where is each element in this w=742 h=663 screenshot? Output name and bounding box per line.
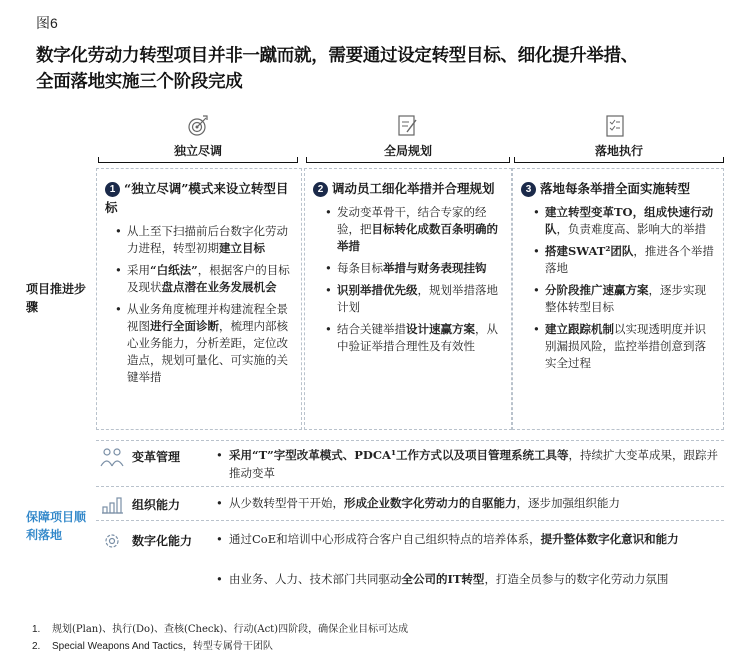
step-number-1: 1 [105, 182, 120, 197]
footnote-1: 1. 规划(Plan)、执行(Do)、查核(Check)、行动(Act)四阶段，确保企业目标可达成 [32, 624, 409, 635]
divider [96, 520, 724, 521]
footnote-2: 2. Special Weapons And Tactics，转型专属骨干团队 [32, 641, 273, 652]
support-text-change: • 采用“T”字型改革模式、PDCA¹工作方式以及项目管理系统工具等，持续扩大变革成果，跟踪并推动变革 [216, 448, 719, 480]
phase-title-3: 落地执行 [594, 144, 643, 158]
support-text-digital-1: • 通过CoE和培训中心形成符合客户自己组织特点的培养体系，提升整体数字化意识和能力 [216, 532, 679, 546]
phase-column-3 [512, 168, 724, 430]
phase-title-2: 全局规划 [383, 144, 432, 158]
figure-label: 图6 [36, 15, 58, 31]
list-item: • 每条目标举措与财务表现挂钩 [323, 260, 503, 277]
checklist-icon [604, 114, 626, 138]
page-title [36, 43, 716, 95]
plan-icon [396, 114, 418, 138]
growth-chart-icon [100, 493, 124, 515]
title-line-2: 全面落地实施三个阶段完成 [36, 72, 243, 92]
list-item: • 建立跟踪机制以实现透明度并识别漏损风险，监控举措创意到落实全过程 [531, 321, 715, 372]
list-item: • 搭建SWAT²团队，推进各个举措落地 [531, 243, 715, 277]
phase-bracket-1 [98, 162, 298, 163]
list-item: • 分阶段推广速赢方案，逐步实现整体转型目标 [531, 282, 715, 316]
support-name-org: 组织能力 [132, 498, 181, 512]
step-number-2: 2 [313, 182, 328, 197]
target-icon [187, 114, 209, 138]
title-line-1: 数字化劳动力转型项目并非一蹴而就，需要通过设定转型目标、细化提升举措、 [36, 46, 638, 66]
phase-column-2 [304, 168, 512, 430]
support-name-digital: 数字化能力 [132, 534, 193, 548]
phase-bracket-3 [514, 162, 724, 163]
phase-column-1 [96, 168, 302, 430]
support-text-org: • 从少数转型骨干开始，形成企业数字化劳动力的自驱能力，逐步加强组织能力 [216, 496, 620, 510]
row-label-support: 保障项目顺利落地 [26, 510, 87, 542]
phase-bracket-2 [306, 162, 510, 163]
people-icon [100, 446, 124, 468]
list-item: • 发动变革骨干，结合专家的经验，把目标转化成数百条明确的举措 [323, 204, 503, 255]
list-item: • 结合关键举措设计速赢方案，从中验证举措合理性及有效性 [323, 321, 503, 355]
list-item: • 从上至下扫描前后台数字化劳动力进程，转型初期建立目标 [113, 223, 293, 257]
list-item: • 识别举措优先级，规划举措落地计划 [323, 282, 503, 316]
support-text-digital-2: • 由业务、人力、技术部门共同驱动全公司的IT转型，打造全员参与的数字化劳动力氛围 [216, 572, 669, 586]
row-label-steps: 项目推进步骤 [26, 282, 87, 314]
gear-icon [100, 530, 124, 552]
phase-head-3: 3 落地每条举措全面实施转型 [521, 179, 715, 198]
support-name-change: 变革管理 [132, 450, 181, 464]
divider [96, 486, 724, 487]
phase-head-2: 2 调动员工细化举措并合理规划 [313, 179, 503, 198]
step-number-3: 3 [521, 182, 536, 197]
phase-head-1: 1 “独立尽调”模式来设立转型目标 [105, 181, 289, 215]
divider [96, 440, 724, 441]
list-item: • 从业务角度梳理并构建流程全景视图进行全面诊断，梳理内部核心业务能力，分析差距，定位改造点，规划可量化、可实施的关键举措 [113, 301, 293, 386]
list-item: • 建立转型变革TO，组成快速行动队，负责难度高、影响大的举措 [531, 204, 715, 238]
phase-title-1: 独立尽调 [173, 144, 222, 158]
list-item: • 采用“白纸法”，根据客户的目标及现状盘点潜在业务发展机会 [113, 262, 293, 296]
